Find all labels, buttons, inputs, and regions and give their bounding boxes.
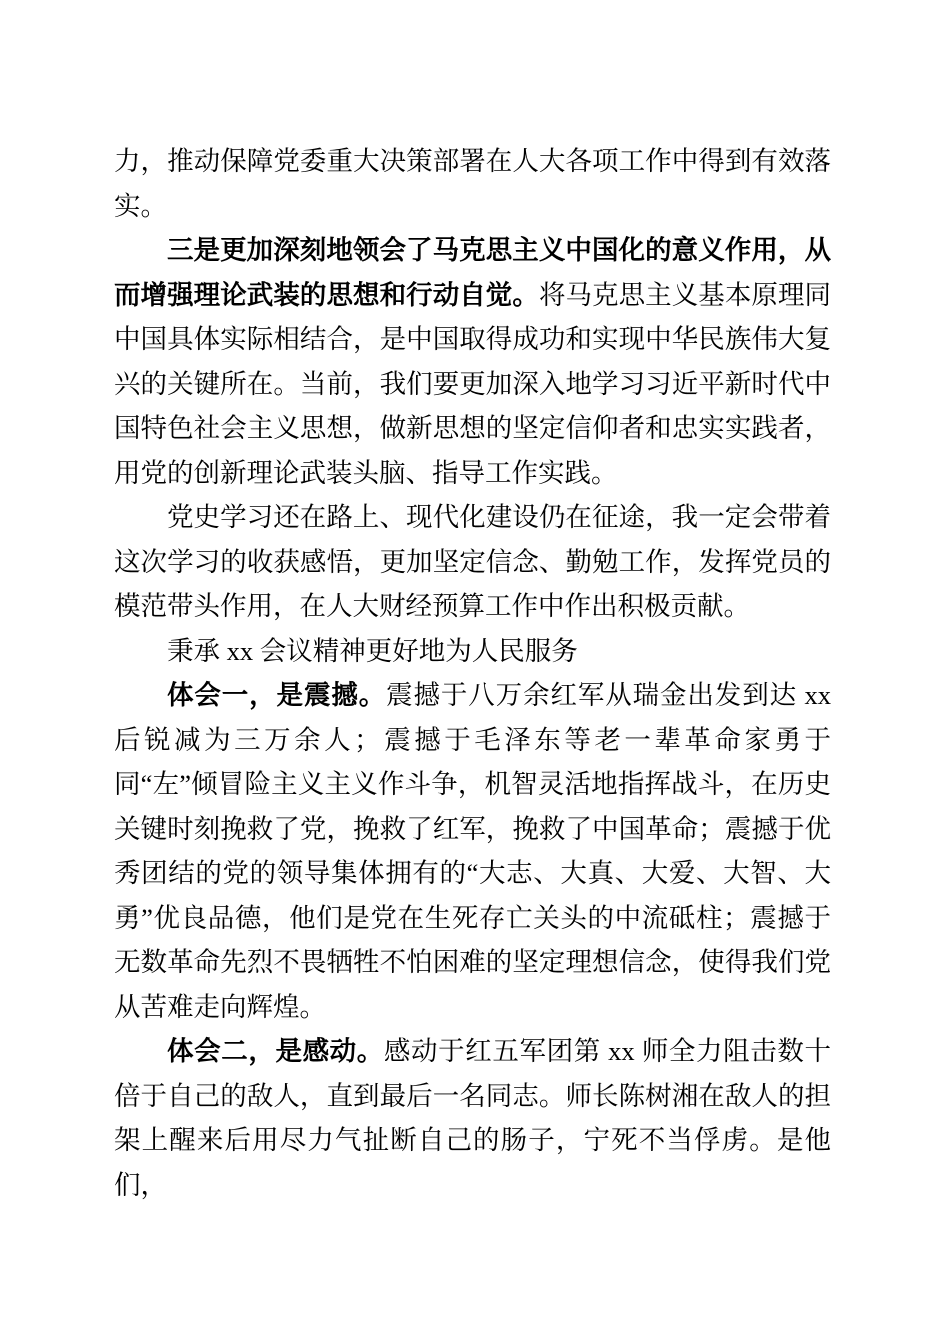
paragraph-body-text: 震撼于八万余红军从瑞金出发到达 xx 后锐减为三万余人；震撼于毛泽东等老一辈革命家勇于同“左”倾冒险主义主义作斗争，机智灵活地指挥战斗，在历史关键时刻挽救了党，挽救了红军，挽救了中国革命；震撼于优秀团结的党的领导集体拥有的“大志、大真、大爱、大智、大勇”优良品德，他们是党在生死存亡关头的中流砥柱；震撼于无数革命先烈不畏牺牲不怕困难的坚定理想信念，使得我们党从苦难走向辉煌。 (114, 680, 831, 1022)
paragraph-continuation (114, 139, 831, 228)
paragraph-point-three (114, 228, 831, 495)
paragraph-body-text: 将马克思主义基本原理同中国具体实际相结合，是中国取得成功和实现中华民族伟大复兴的关键所在。当前，我们要更加深入地学习习近平新时代中国特色社会主义思想，做新思想的坚定信仰者和忠实实践者，用党的创新理论武装头脑、指导工作实践。 (114, 279, 832, 488)
paragraph-body-text: 感动于红五军团第 xx 师全力阻击数十倍于自己的敌人，直到最后一名同志。师长陈树湘在敌人的担架上醒来后用尽力气扯断自己的肠子，宁死不当俘虏。是他们， (114, 1036, 832, 1200)
document-text-block (114, 139, 831, 1207)
paragraph-lead-text: 体会一，是震撼。 (167, 680, 387, 710)
paragraph-lead-text: 体会二，是感动。 (167, 1036, 384, 1066)
paragraph-experience-two (114, 1029, 831, 1207)
paragraph-party-history (114, 495, 831, 629)
paragraph-lead-text: 三是更加深刻地领会了马克思主义中国化的意义作用，从而增强理论武装的思想和行动自觉。 (114, 235, 831, 310)
paragraph-body-text: 秉承 xx 会议精神更好地为人民服务 (167, 635, 578, 666)
paragraph-section-title (114, 629, 831, 674)
paragraph-experience-one (114, 673, 831, 1029)
paragraph-body-text: 力，推动保障党委重大决策部署在人大各项工作中得到有效落实。 (114, 146, 831, 221)
paragraph-body-text: 党史学习还在路上、现代化建设仍在征途，我一定会带着这次学习的收获感悟，更加坚定信念、勤勉工作，发挥党员的模范带头作用，在人大财经预算工作中作出积极贡献。 (114, 502, 831, 621)
